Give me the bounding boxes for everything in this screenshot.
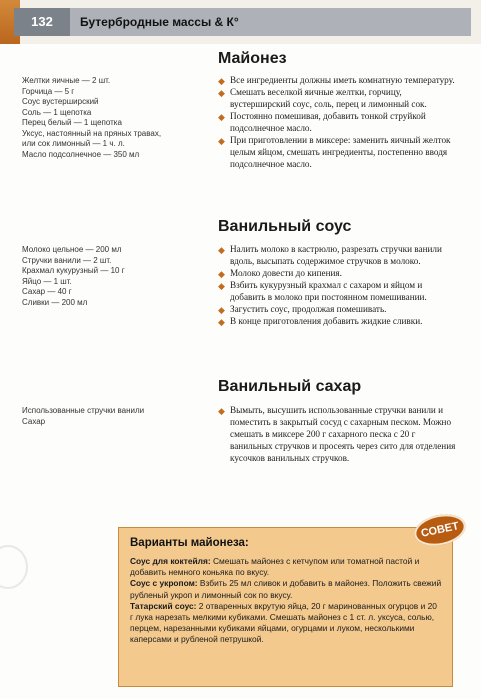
step-list-mayonnaise [218,74,456,170]
diamond-bullet-icon: ◆ [218,76,225,86]
diamond-bullet-icon: ◆ [218,305,225,315]
tip-item-label: Татарский соус: [130,600,197,611]
step-item: ◆ Постоянно помешивая, добавить тонкой струйкой подсолнечное масло. [218,111,426,133]
ingredient-item: Соль — 1 щепотка [22,107,92,117]
tip-item-label: Соус с укропом: [130,578,198,589]
tip-title: Варианты майонеза: [130,537,249,549]
recipe-title-mayonnaise: Майонез [218,50,287,67]
diamond-bullet-icon: ◆ [218,88,225,98]
tip-item-label: Соус для коктейля: [130,556,211,566]
diamond-bullet-icon: ◆ [218,136,225,146]
ingredient-item: Использованные стручки ванили [22,406,145,415]
recipe-title-vanilla-sauce: Ванильный соус [218,218,352,235]
step-item: ◆ Вымыть, высушить использованные стручки ванили и поместить в закрытый сосуд с сахарным песком. Можно смешать в миксере 200 г сахарного песка с 20 г ванильных стручков и просеять через сито для отделения кусочков ванильных стручков. [218,405,456,463]
tip-item-text: Смешать майонез с кетчупом или томатной пастой и добавить немного коньяка по вкусу. [130,556,420,578]
ingredient-item: Сахар [22,416,46,426]
ingredient-item: или сок лимонный — 1 ч. л. [22,139,125,148]
step-item: ◆ Молоко довести до кипения. [218,268,342,279]
ingredient-item: Масло подсолнечное — 350 мл [22,149,140,159]
recipe-title-vanilla-sugar: Ванильный сахар [218,378,362,395]
diamond-bullet-icon: ◆ [218,281,225,291]
tip-badge: СОВЕТ [411,510,468,550]
step-list-vanilla-sugar [218,404,456,464]
page-header [14,8,471,36]
tip-text [130,556,442,646]
step-item: ◆ Загустить соус, продолжая помешивать. [218,304,387,315]
tip-item-text: Взбить 25 мл сливок и добавить в майонез. Положить свежий рубленый укроп и лимонный сок по вкусу. [130,578,442,600]
ingredient-item: Сливки — 200 мл [22,297,88,307]
decorative-circle [0,545,28,589]
tip-item [130,601,442,646]
ingredient-item: Молоко цельное — 200 мл [22,245,122,254]
tip-item [130,556,442,578]
ingredient-item: Горчица — 5 г [22,86,75,96]
diamond-bullet-icon: ◆ [218,245,225,255]
chapter-title: Бутербродные массы & К° [80,15,239,29]
diamond-bullet-icon: ◆ [218,112,225,122]
step-item: ◆ Налить молоко в кастрюлю, разрезать стручки ванили вдоль, высыпать содержимое стручков в молоко. [218,244,442,266]
ingredient-item: Стручки ванили — 2 шт. [22,255,112,265]
tip-item-text: 2 отваренных вкрутую яйца, 20 г маринованных огурцов и 20 г лука нарезать мелкими кубиками. Смешать майонез с 1 ст. л. уксуса, солью, перцем, нарезанными кубиками яйцами, огурцами и луком, несколькими каперсами и рубленой петрушкой. [130,600,437,645]
ingredient-list-vanilla-sugar [22,406,144,427]
step-item: ◆ При приготовлении в миксере: заменить яичный желток целым яйцом, смешать ингредиенты, постепенно вводя подсолнечное масло. [218,135,451,169]
diamond-bullet-icon: ◆ [218,317,225,327]
ingredient-item: Яйцо — 1 шт. [22,276,72,286]
step-item: ◆ Смешать веселкой яичные желтки, горчицу, вустерширский соус, соль, перец и лимонный сок. [218,87,427,109]
ingredient-item: Желтки яичные — 2 шт. [22,76,111,85]
ingredient-item: Крахмал кукурузный — 10 г [22,266,125,275]
ingredient-list-vanilla-sauce [22,245,125,308]
ingredient-item: Сахар — 40 г [22,287,72,296]
tip-item [130,578,442,600]
ingredient-list-mayonnaise [22,76,161,160]
step-item: ◆ В конце приготовления добавить жидкие сливки. [218,316,423,327]
diamond-bullet-icon: ◆ [218,406,225,416]
step-item: ◆ Все ингредиенты должны иметь комнатную температуру. [218,75,455,86]
step-item: ◆ Взбить кукурузный крахмал с сахаром и яйцом и добавить в молоко при постоянном помешивании. [218,280,427,302]
diamond-bullet-icon: ◆ [218,269,225,279]
ingredient-item: Уксус, настоянный на пряных травах, [22,128,162,138]
ingredient-item: Соус вустерширский [22,97,99,106]
page-number: 132 [14,8,70,36]
step-list-vanilla-sauce [218,243,456,327]
ingredient-item: Перец белый — 1 щепотка [22,118,122,127]
